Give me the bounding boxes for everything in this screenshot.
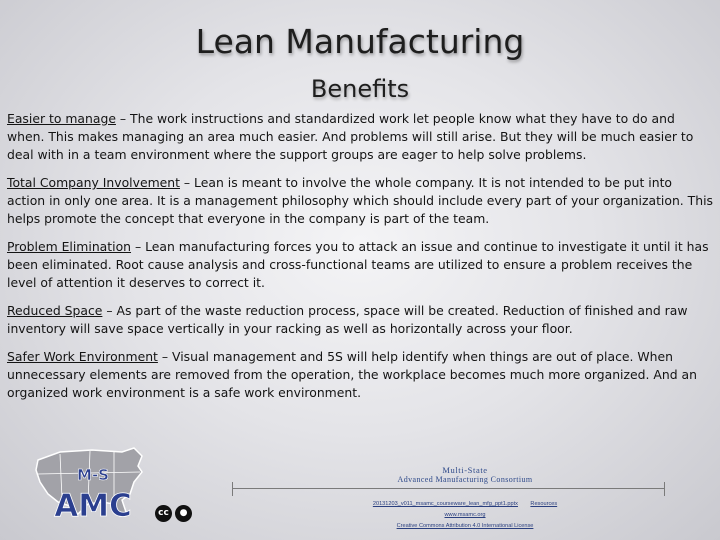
benefit-term: Reduced Space bbox=[7, 303, 103, 318]
divider-left-tick bbox=[232, 482, 233, 496]
logo-bottom-text: AMC bbox=[54, 488, 132, 524]
slide-subtitle: Benefits bbox=[310, 75, 410, 103]
courseware-file-link[interactable]: 20131203_v011_msamc_courseware_lean_mfg_ppt1.pptx bbox=[372, 501, 518, 507]
benefit-safer-work-environment bbox=[7, 348, 713, 402]
benefit-reduced-space bbox=[7, 302, 713, 338]
footer-divider bbox=[232, 488, 664, 489]
benefit-term: Problem Elimination bbox=[7, 239, 132, 254]
slide-title: Lean Manufacturing bbox=[195, 22, 525, 61]
footer-fine-line-2 bbox=[250, 511, 680, 519]
organization-name bbox=[250, 465, 680, 484]
cc-license-badge[interactable] bbox=[155, 500, 195, 522]
benefit-problem-elimination bbox=[7, 238, 713, 292]
benefit-term: Easier to manage bbox=[7, 111, 116, 126]
footer-fine-line-1 bbox=[250, 500, 680, 508]
org-line-1: Multi-State bbox=[442, 465, 488, 475]
benefit-term: Safer Work Environment bbox=[7, 349, 158, 364]
creative-commons-icon: cc bbox=[155, 505, 172, 522]
msamc-logo bbox=[30, 442, 150, 532]
benefit-text: – Lean manufacturing forces you to attack an issue and continue to investigate it until it has been eliminated. Root cause analysis and cross-functional teams are utilized to ensure a problem receives the level of attention it deserves to correct it. bbox=[7, 239, 709, 290]
website-link[interactable]: www.msamc.org bbox=[444, 512, 486, 518]
benefits-list bbox=[7, 110, 713, 412]
logo-top-text: M-S bbox=[77, 466, 109, 484]
benefit-text: – Lean is meant to involve the whole company. It is not intended to be put into action in only one area. It is a management philosophy which should include every part of your organization. This helps promote the concept that everyone in the company is part of the team. bbox=[7, 175, 713, 226]
org-line-2: Advanced Manufacturing Consortium bbox=[397, 475, 533, 484]
benefit-term: Total Company Involvement bbox=[7, 175, 180, 190]
benefit-text: – As part of the waste reduction process, space will be created. Reduction of finished and raw inventory will save space vertically in your racking as well as horizontally across your floor. bbox=[7, 303, 688, 336]
footer-fine-line-3 bbox=[250, 522, 680, 530]
benefit-text: – The work instructions and standardized work let people know what they have to do and when. This makes managing an area much easier. And problems will still arise. But they will be much easier to deal with in a team environment where the support groups are eager to help solve problems. bbox=[7, 111, 694, 162]
benefit-total-company-involvement bbox=[7, 174, 713, 228]
attribution-person-icon: ● bbox=[175, 505, 192, 522]
benefit-easier-to-manage bbox=[7, 110, 713, 164]
license-link[interactable]: Creative Commons Attribution 4.0 International License bbox=[396, 523, 534, 529]
benefit-text: – Visual management and 5S will help identify when things are out of place. When unnecessary elements are removed from the operation, the workplace becomes much more organized. And an organized work environment is a safe work environment. bbox=[7, 349, 697, 400]
resources-link[interactable]: Resources bbox=[530, 501, 558, 507]
divider-right-tick bbox=[664, 482, 665, 496]
